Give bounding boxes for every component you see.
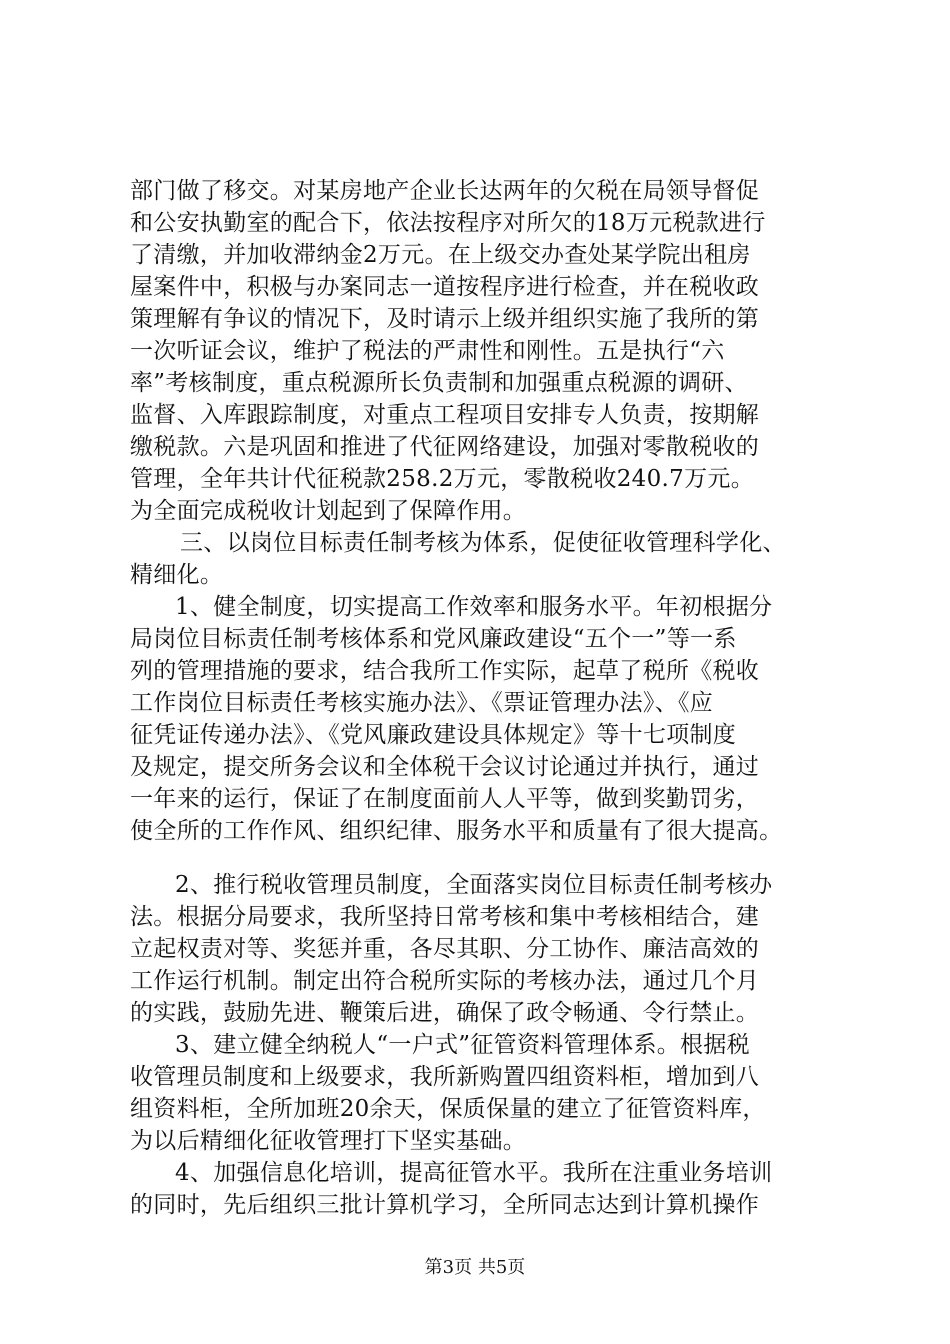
text-line: 为以后精细化征收管理打下坚实基础。 <box>130 1128 527 1154</box>
text-line: 工作运行机制。制定出符合税所实际的考核办法，通过几个月 <box>130 968 760 994</box>
text-line: 策理解有争议的情况下，及时请示上级并组织实施了我所的第 <box>130 306 760 332</box>
text-line: 的同时，先后组织三批计算机学习，全所同志达到计算机操作 <box>130 1192 760 1218</box>
text-line: 3、建立健全纳税人“一户式”征管资料管理体系。根据税 <box>175 1032 750 1058</box>
text-line: 监督、入库跟踪制度，对重点工程项目安排专人负责，按期解 <box>130 402 760 428</box>
section-heading: 精细化。 <box>130 562 224 588</box>
page-number: 第3页 共5页 <box>424 1257 526 1278</box>
text-line: 1、健全制度，切实提高工作效率和服务水平。年初根据分 <box>175 594 773 620</box>
text-line: 了清缴，并加收滞纳金2万元。在上级交办查处某学院出租房 <box>130 242 751 268</box>
text-line: 及规定，提交所务会议和全体税干会议讨论通过并执行，通过 <box>130 754 760 780</box>
text-line: 组资料柜，全所加班20余天，保质保量的建立了征管资料库， <box>130 1096 766 1122</box>
text-line: 和公安执勤室的配合下，依法按程序对所欠的18万元税款进行 <box>130 210 766 236</box>
page-footer <box>0 1257 950 1279</box>
text-line: 为全面完成税收计划起到了保障作用。 <box>130 498 527 524</box>
text-line: 屋案件中，积极与办案同志一道按程序进行检查，并在税收政 <box>130 274 760 300</box>
text-line: 2、推行税收管理员制度，全面落实岗位目标责任制考核办 <box>175 872 773 898</box>
text-line: 缴税款。六是巩固和推进了代征网络建设，加强对零散税收的 <box>130 434 760 460</box>
text-line: 列的管理措施的要求，结合我所工作实际，起草了税所《税收 <box>130 658 760 684</box>
text-line: 一年来的运行，保证了在制度面前人人平等，做到奖勤罚劣， <box>130 786 760 812</box>
text-line: 率”考核制度，重点税源所长负责制和加强重点税源的调研、 <box>130 370 748 396</box>
text-line: 使全所的工作作风、组织纪律、服务水平和质量有了很大提高。 <box>130 818 783 844</box>
text-line: 部门做了移交。对某房地产企业长达两年的欠税在局领导督促 <box>130 178 760 204</box>
text-line: 的实践，鼓励先进、鞭策后进，确保了政令畅通、令行禁止。 <box>130 1000 760 1026</box>
text-line: 收管理员制度和上级要求，我所新购置四组资料柜，增加到八 <box>130 1064 760 1090</box>
text-line: 工作岗位目标责任考核实施办法》、《票证管理办法》、《应 <box>130 690 714 716</box>
text-line: 立起权责对等、奖惩并重，各尽其职、分工协作、廉洁高效的 <box>130 936 760 962</box>
text-line: 一次听证会议，维护了税法的严肃性和刚性。五是执行“六 <box>130 338 725 364</box>
section-heading: 三、以岗位目标责任制考核为体系，促使征收管理科学化、 <box>180 530 786 556</box>
text-line: 法。根据分局要求，我所坚持日常考核和集中考核相结合，建 <box>130 904 760 930</box>
text-line: 局岗位目标责任制考核体系和党风廉政建设“五个一”等一系 <box>130 626 737 652</box>
text-line: 管理，全年共计代征税款258.2万元，零散税收240.7万元。 <box>130 466 754 492</box>
text-line: 4、加强信息化培训，提高征管水平。我所在注重业务培训 <box>175 1160 773 1186</box>
text-line: 征凭证传递办法》、《党风廉政建设具体规定》等十七项制度 <box>130 722 737 748</box>
